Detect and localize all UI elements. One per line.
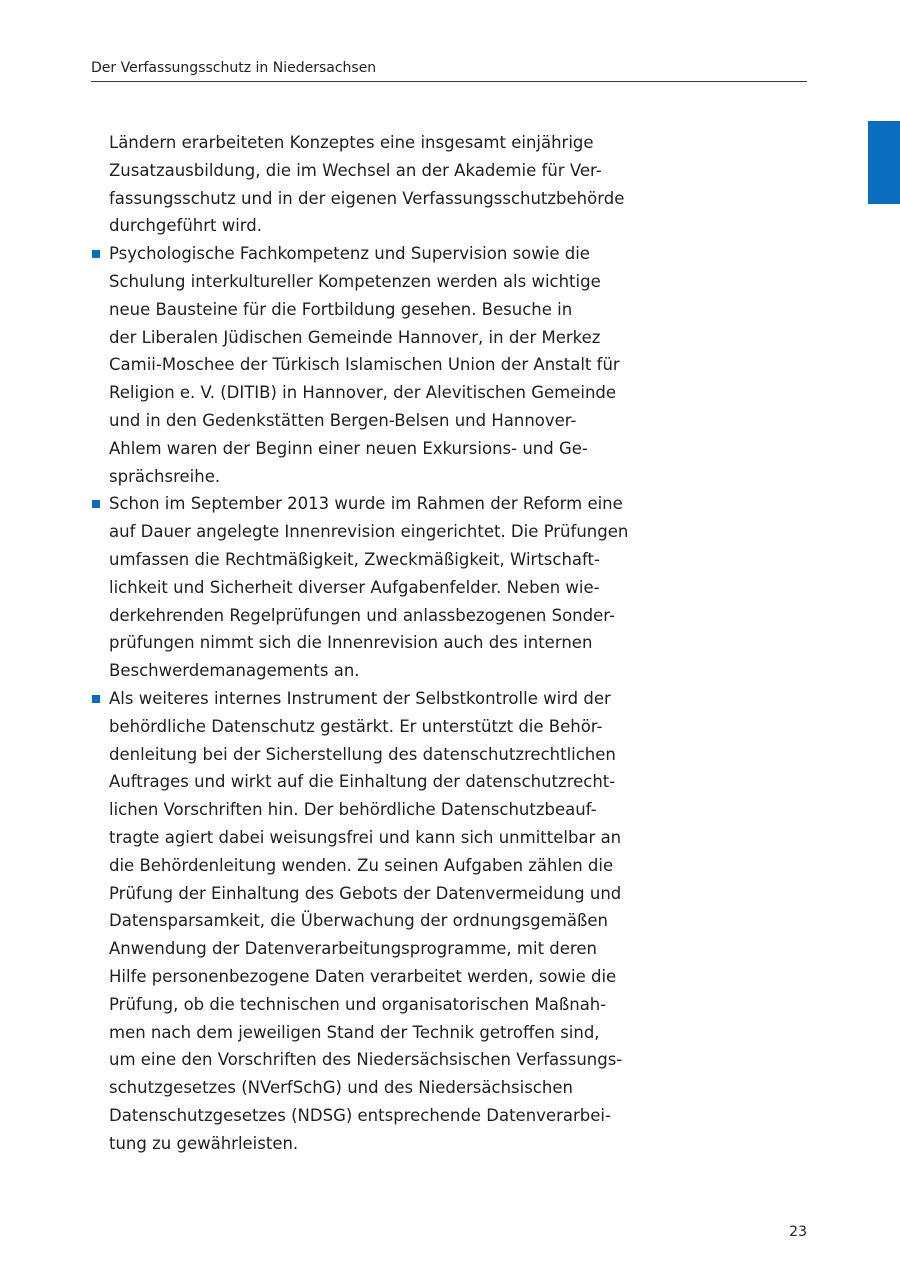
chapter-side-tab xyxy=(868,121,900,204)
text-line: Prüfung, ob die technischen und organisatorischen Maßnah- xyxy=(109,994,607,1014)
text-line: Zusatzausbildung, die im Wechsel an der Akademie für Ver- xyxy=(109,160,602,180)
running-header-title: Der Verfassungsschutz in Niedersachsen xyxy=(91,60,377,76)
text-line: die Behördenleitung wenden. Zu seinen Aufgaben zählen die xyxy=(109,855,614,875)
text-line: und in den Gedenkstätten Bergen-Belsen und Hannover- xyxy=(109,411,577,430)
text-line: tragte agiert dabei weisungsfrei und kann sich unmittelbar an xyxy=(109,828,622,847)
text-line: Auftrages und wirkt auf die Einhaltung der datenschutzrecht- xyxy=(109,772,616,792)
text-line: tung zu gewährleisten. xyxy=(109,1133,299,1153)
bullet-marker xyxy=(92,500,100,508)
text-line: Psychologische Fachkompetenz und Supervision sowie die xyxy=(109,244,590,264)
text-line: derkehrenden Regelprüfungen und anlassbezogenen Sonder- xyxy=(109,605,615,625)
text-line: lichkeit und Sicherheit diverser Aufgabenfelder. Neben wie- xyxy=(109,577,600,597)
text-line: behördliche Datenschutz gestärkt. Er unterstützt die Behör- xyxy=(109,716,603,736)
page-number: 23 xyxy=(789,1224,807,1240)
text-line: prüfungen nimmt sich die Innenrevision auch des internen xyxy=(109,633,593,653)
text-line: Religion e. V. (DITIB) in Hannover, der Alevitischen Gemeinde xyxy=(109,383,617,403)
header-rule xyxy=(91,81,807,82)
text-line: schutzgesetzes (NVerfSchG) und des Niedersächsischen xyxy=(109,1078,573,1098)
text-line: Hilfe personenbezogene Daten verarbeitet werden, sowie die xyxy=(109,967,617,986)
text-line: Prüfung der Einhaltung des Gebots der Datenvermeidung und xyxy=(109,883,622,903)
text-line: Schon im September 2013 wurde im Rahmen der Reform eine xyxy=(109,494,623,514)
text-line: durchgeführt wird. xyxy=(109,216,263,236)
text-line: Ahlem waren der Beginn einer neuen Exkursions- und Ge- xyxy=(109,438,588,458)
text-line: men nach dem jeweiligen Stand der Technik getroffen sind, xyxy=(109,1022,600,1042)
text-line: sprächsreihe. xyxy=(109,466,221,486)
text-line: neue Bausteine für die Fortbildung gesehen. Besuche in xyxy=(109,299,573,319)
text-line: Camii-Moschee der Türkisch Islamischen Union der Anstalt für xyxy=(109,355,620,375)
text-line: Schulung interkultureller Kompetenzen werden als wichtige xyxy=(109,272,601,291)
text-line: umfassen die Rechtmäßigkeit, Zweckmäßigkeit, Wirtschaft- xyxy=(109,550,600,569)
bullet-marker xyxy=(92,695,100,703)
text-line: Datenschutzgesetzes (NDSG) entsprechende Datenverarbei- xyxy=(109,1106,611,1125)
text-line: denleitung bei der Sicherstellung des datenschutzrechtlichen xyxy=(109,744,616,764)
text-line: Datensparsamkeit, die Überwachung der ordnungsgemäßen xyxy=(109,911,608,931)
bullet-marker xyxy=(92,250,100,258)
text-line: fassungsschutz und in der eigenen Verfassungsschutzbehörde xyxy=(109,188,625,208)
text-line: Als weiteres internes Instrument der Selbstkontrolle wird der xyxy=(109,689,611,708)
text-line: Ländern erarbeiteten Konzeptes eine insgesamt einjährige xyxy=(109,133,594,152)
text-line: auf Dauer angelegte Innenrevision eingerichtet. Die Prüfungen xyxy=(109,522,629,542)
text-line: um eine den Vorschriften des Niedersächsischen Verfassungs- xyxy=(109,1050,623,1070)
text-line: Beschwerdemanagements an. xyxy=(109,661,360,681)
text-line: der Liberalen Jüdischen Gemeinde Hannover, in der Merkez xyxy=(109,327,601,347)
text-line: lichen Vorschriften hin. Der behördliche Datenschutzbeauf- xyxy=(109,800,597,820)
text-line: Anwendung der Datenverarbeitungsprogramme, mit deren xyxy=(109,939,597,959)
